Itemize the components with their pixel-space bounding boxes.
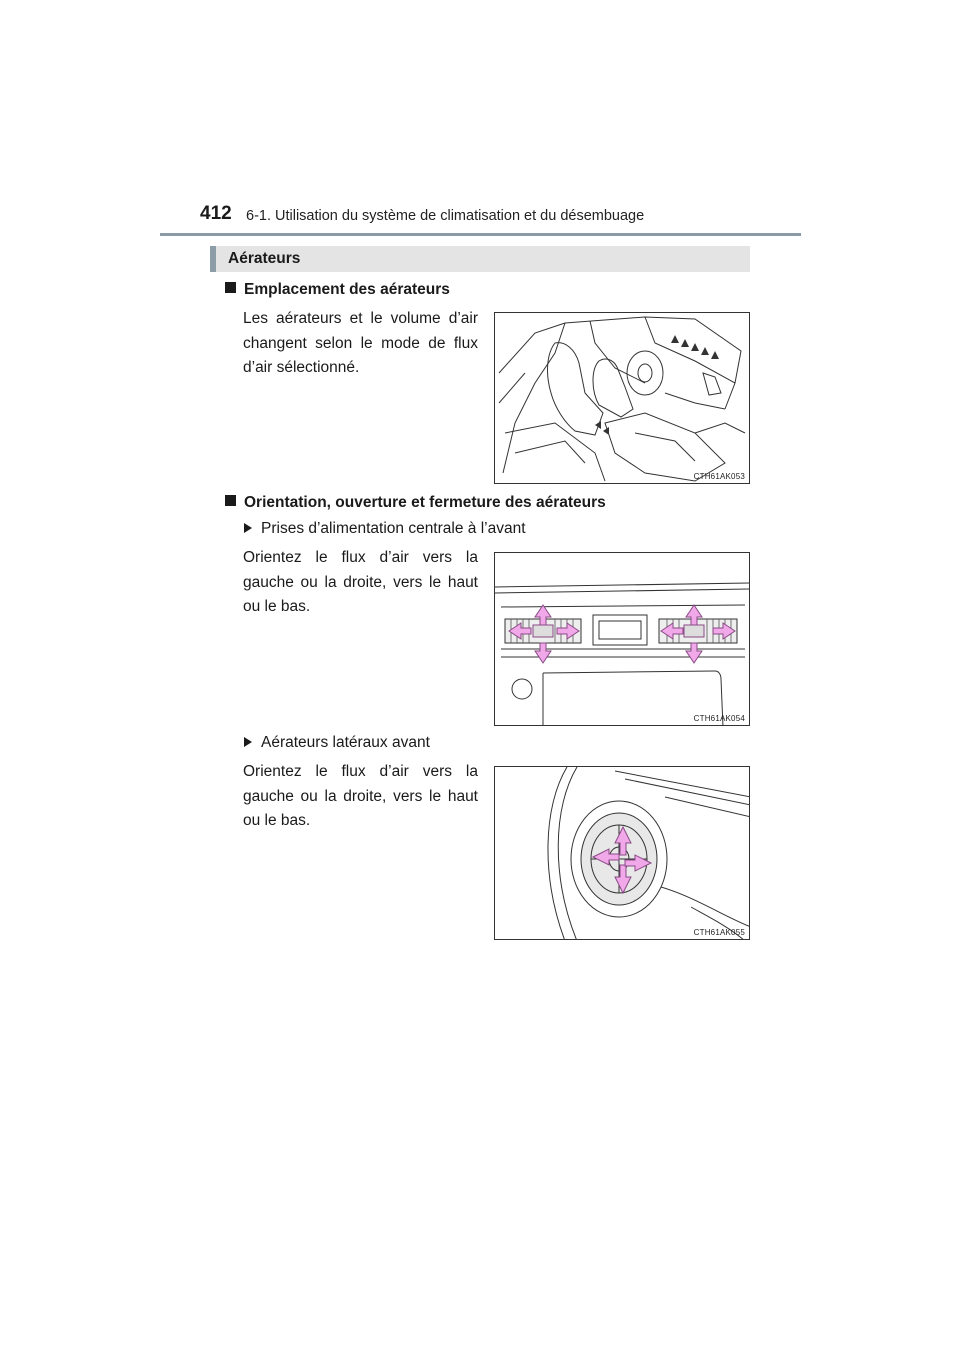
- section-title: Aérateurs: [228, 250, 301, 267]
- bullet-label: Aérateurs latéraux avant: [261, 734, 430, 751]
- square-bullet-icon: [225, 495, 236, 506]
- figure-cabin-overview: [494, 312, 750, 484]
- bullet-label: Prises d’alimentation centrale à l’avant: [261, 520, 526, 537]
- page-number: 412: [200, 203, 232, 224]
- subheading-vent-location: [225, 281, 450, 299]
- triangle-bullet-icon: [244, 737, 252, 747]
- subheading-text: Emplacement des aérateurs: [244, 281, 450, 298]
- figure-center-vents: [494, 552, 750, 726]
- cabin-illustration: [495, 313, 750, 484]
- bullet-center-vents: [244, 520, 526, 538]
- figure-code: CTH61AK054: [693, 714, 745, 723]
- paragraph-vent-location: Les aérateurs et le volume d’air changent selon le mode de flux d’air sélectionné.: [243, 310, 478, 376]
- figure-side-vents: [494, 766, 750, 940]
- chapter-title: 6-1. Utilisation du système de climatisation et du désembuage: [246, 208, 645, 224]
- figure-code: CTH61AK055: [693, 928, 745, 937]
- paragraph-side-vents: Orientez le flux d’air vers la gauche ou la droite, vers le haut ou le bas.: [243, 763, 478, 829]
- side-vent-illustration: [495, 767, 750, 940]
- header-rule: [160, 233, 801, 236]
- subheading-text: Orientation, ouverture et fermeture des aérateurs: [244, 494, 606, 511]
- center-vents-illustration: [495, 553, 750, 726]
- bullet-side-vents: [244, 734, 430, 752]
- square-bullet-icon: [225, 282, 236, 293]
- airflow-arrow-icon: [509, 605, 579, 663]
- section-title-bar: [210, 246, 750, 272]
- figure-code: CTH61AK053: [693, 472, 745, 481]
- subheading-vent-adjust: [225, 494, 606, 512]
- paragraph-center-vents: Orientez le flux d’air vers la gauche ou la droite, vers le haut ou le bas.: [243, 549, 478, 615]
- triangle-bullet-icon: [244, 523, 252, 533]
